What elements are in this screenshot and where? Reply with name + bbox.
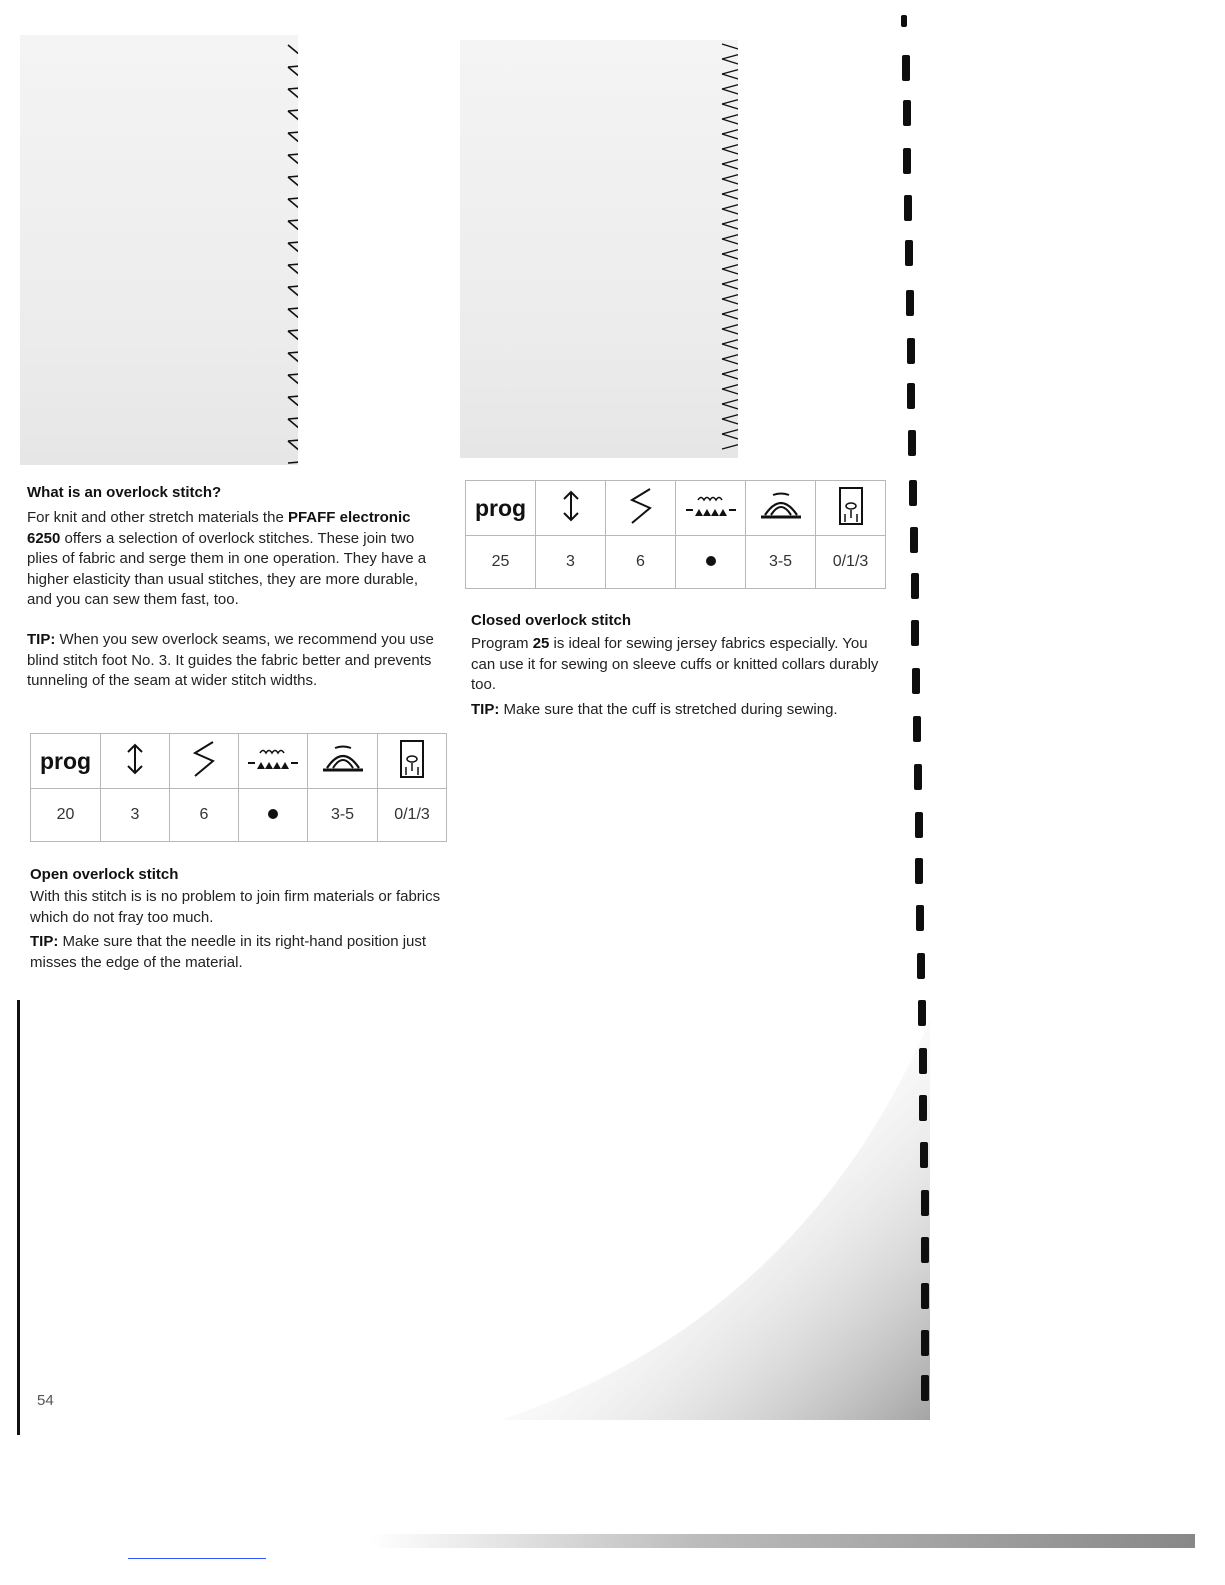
closed-overlock-stitch-sample (460, 40, 738, 458)
binding-hole (916, 905, 924, 931)
stitch-length-value: 3 (101, 789, 170, 842)
closed-overlock-heading: Closed overlock stitch (471, 612, 632, 629)
binding-hole (921, 1375, 929, 1401)
program-number: 25 (532, 635, 550, 652)
margin-rule (17, 1000, 20, 1435)
binding-hole (913, 716, 921, 742)
binding-hole (901, 15, 907, 27)
feed-dog-dot-icon (706, 556, 716, 566)
binding-hole (920, 1142, 928, 1168)
tension-value: 3-5 (746, 536, 816, 589)
bottom-rule (128, 1558, 266, 1559)
binding-hole (903, 100, 911, 126)
open-overlock-heading: Open overlock stitch (30, 866, 179, 883)
binding-hole (919, 1095, 927, 1121)
binding-hole (904, 195, 912, 221)
open-overlock-tip: TIP: Make sure that the needle in its right-hand position just misses the edge of the material. (30, 933, 427, 971)
binding-hole (911, 620, 919, 646)
binding-hole (906, 290, 914, 316)
binding-hole (902, 55, 910, 81)
thread-tension-icon (308, 734, 378, 789)
closed-overlock-text: Program 25 is ideal for sewing jersey fabrics especially. You can use it for sewing on sleeve cuffs or knitted collars durably too. (471, 635, 879, 693)
presser-foot-value: 0/1/3 (816, 536, 886, 589)
scan-edge-artifact (370, 1534, 1195, 1548)
stitch-length-icon (101, 734, 170, 789)
prog-value: 25 (466, 536, 536, 589)
page-number: 54 (37, 1392, 54, 1409)
feed-dog-icon (676, 481, 746, 536)
open-overlock-settings-table (30, 733, 447, 842)
open-overlock-stitch-graphic (20, 35, 298, 465)
binding-hole (912, 668, 920, 694)
binding-hole (911, 573, 919, 599)
stitch-width-icon (606, 481, 676, 536)
binding-hole (907, 383, 915, 409)
binding-hole (921, 1330, 929, 1356)
binding-hole (910, 527, 918, 553)
feed-dog-value (239, 789, 308, 842)
thread-tension-icon (746, 481, 816, 536)
binding-hole (908, 430, 916, 456)
presser-foot-value: 0/1/3 (378, 789, 447, 842)
binding-hole (921, 1237, 929, 1263)
binding-hole (918, 1000, 926, 1026)
binding-hole (907, 338, 915, 364)
open-overlock-stitch-sample (20, 35, 298, 465)
overlock-intro-text: For knit and other stretch materials the PFAFF electronic 6250 offers a selection of overlock stitches. These join two plies of fabric and serge them in one operation. They have a higher elasticity than usual stitches, they are more durable, and you can sew them fast, too. (27, 509, 427, 608)
binding-hole (914, 764, 922, 790)
binding-hole (905, 240, 913, 266)
stitch-width-value: 6 (606, 536, 676, 589)
presser-foot-icon (816, 481, 886, 536)
blind-stitch-tip: TIP: When you sew overlock seams, we recommend you use blind stitch foot No. 3. It guides the fabric better and prevents tunneling of the seam at wider stitch widths. (27, 631, 434, 689)
closed-overlock-tip: TIP: Make sure that the cuff is stretched during sewing. (471, 701, 838, 718)
stitch-length-value: 3 (536, 536, 606, 589)
feed-dog-dot-icon (268, 809, 278, 819)
overlock-heading: What is an overlock stitch? (27, 484, 222, 501)
brand-name: PFAFF electronic 6250 (27, 509, 411, 547)
binding-hole (919, 1048, 927, 1074)
binding-hole (915, 812, 923, 838)
binding-hole (903, 148, 911, 174)
binding-hole (921, 1283, 929, 1309)
binding-hole (915, 858, 923, 884)
binding-hole (921, 1190, 929, 1216)
presser-foot-icon (378, 734, 447, 789)
prog-header: prog (31, 734, 101, 789)
stitch-length-icon (536, 481, 606, 536)
open-overlock-text: With this stitch is is no problem to join firm materials or fabrics which do not fray too much. (30, 888, 441, 926)
stitch-width-icon (170, 734, 239, 789)
binding-hole (917, 953, 925, 979)
stitch-width-value: 6 (170, 789, 239, 842)
binding-hole (909, 480, 917, 506)
page-shadow (500, 1020, 940, 1420)
prog-value: 20 (31, 789, 101, 842)
closed-overlock-settings-table (465, 480, 886, 589)
closed-overlock-stitch-graphic (460, 40, 738, 458)
feed-dog-icon (239, 734, 308, 789)
prog-header: prog (466, 481, 536, 536)
tension-value: 3-5 (308, 789, 378, 842)
feed-dog-value (676, 536, 746, 589)
